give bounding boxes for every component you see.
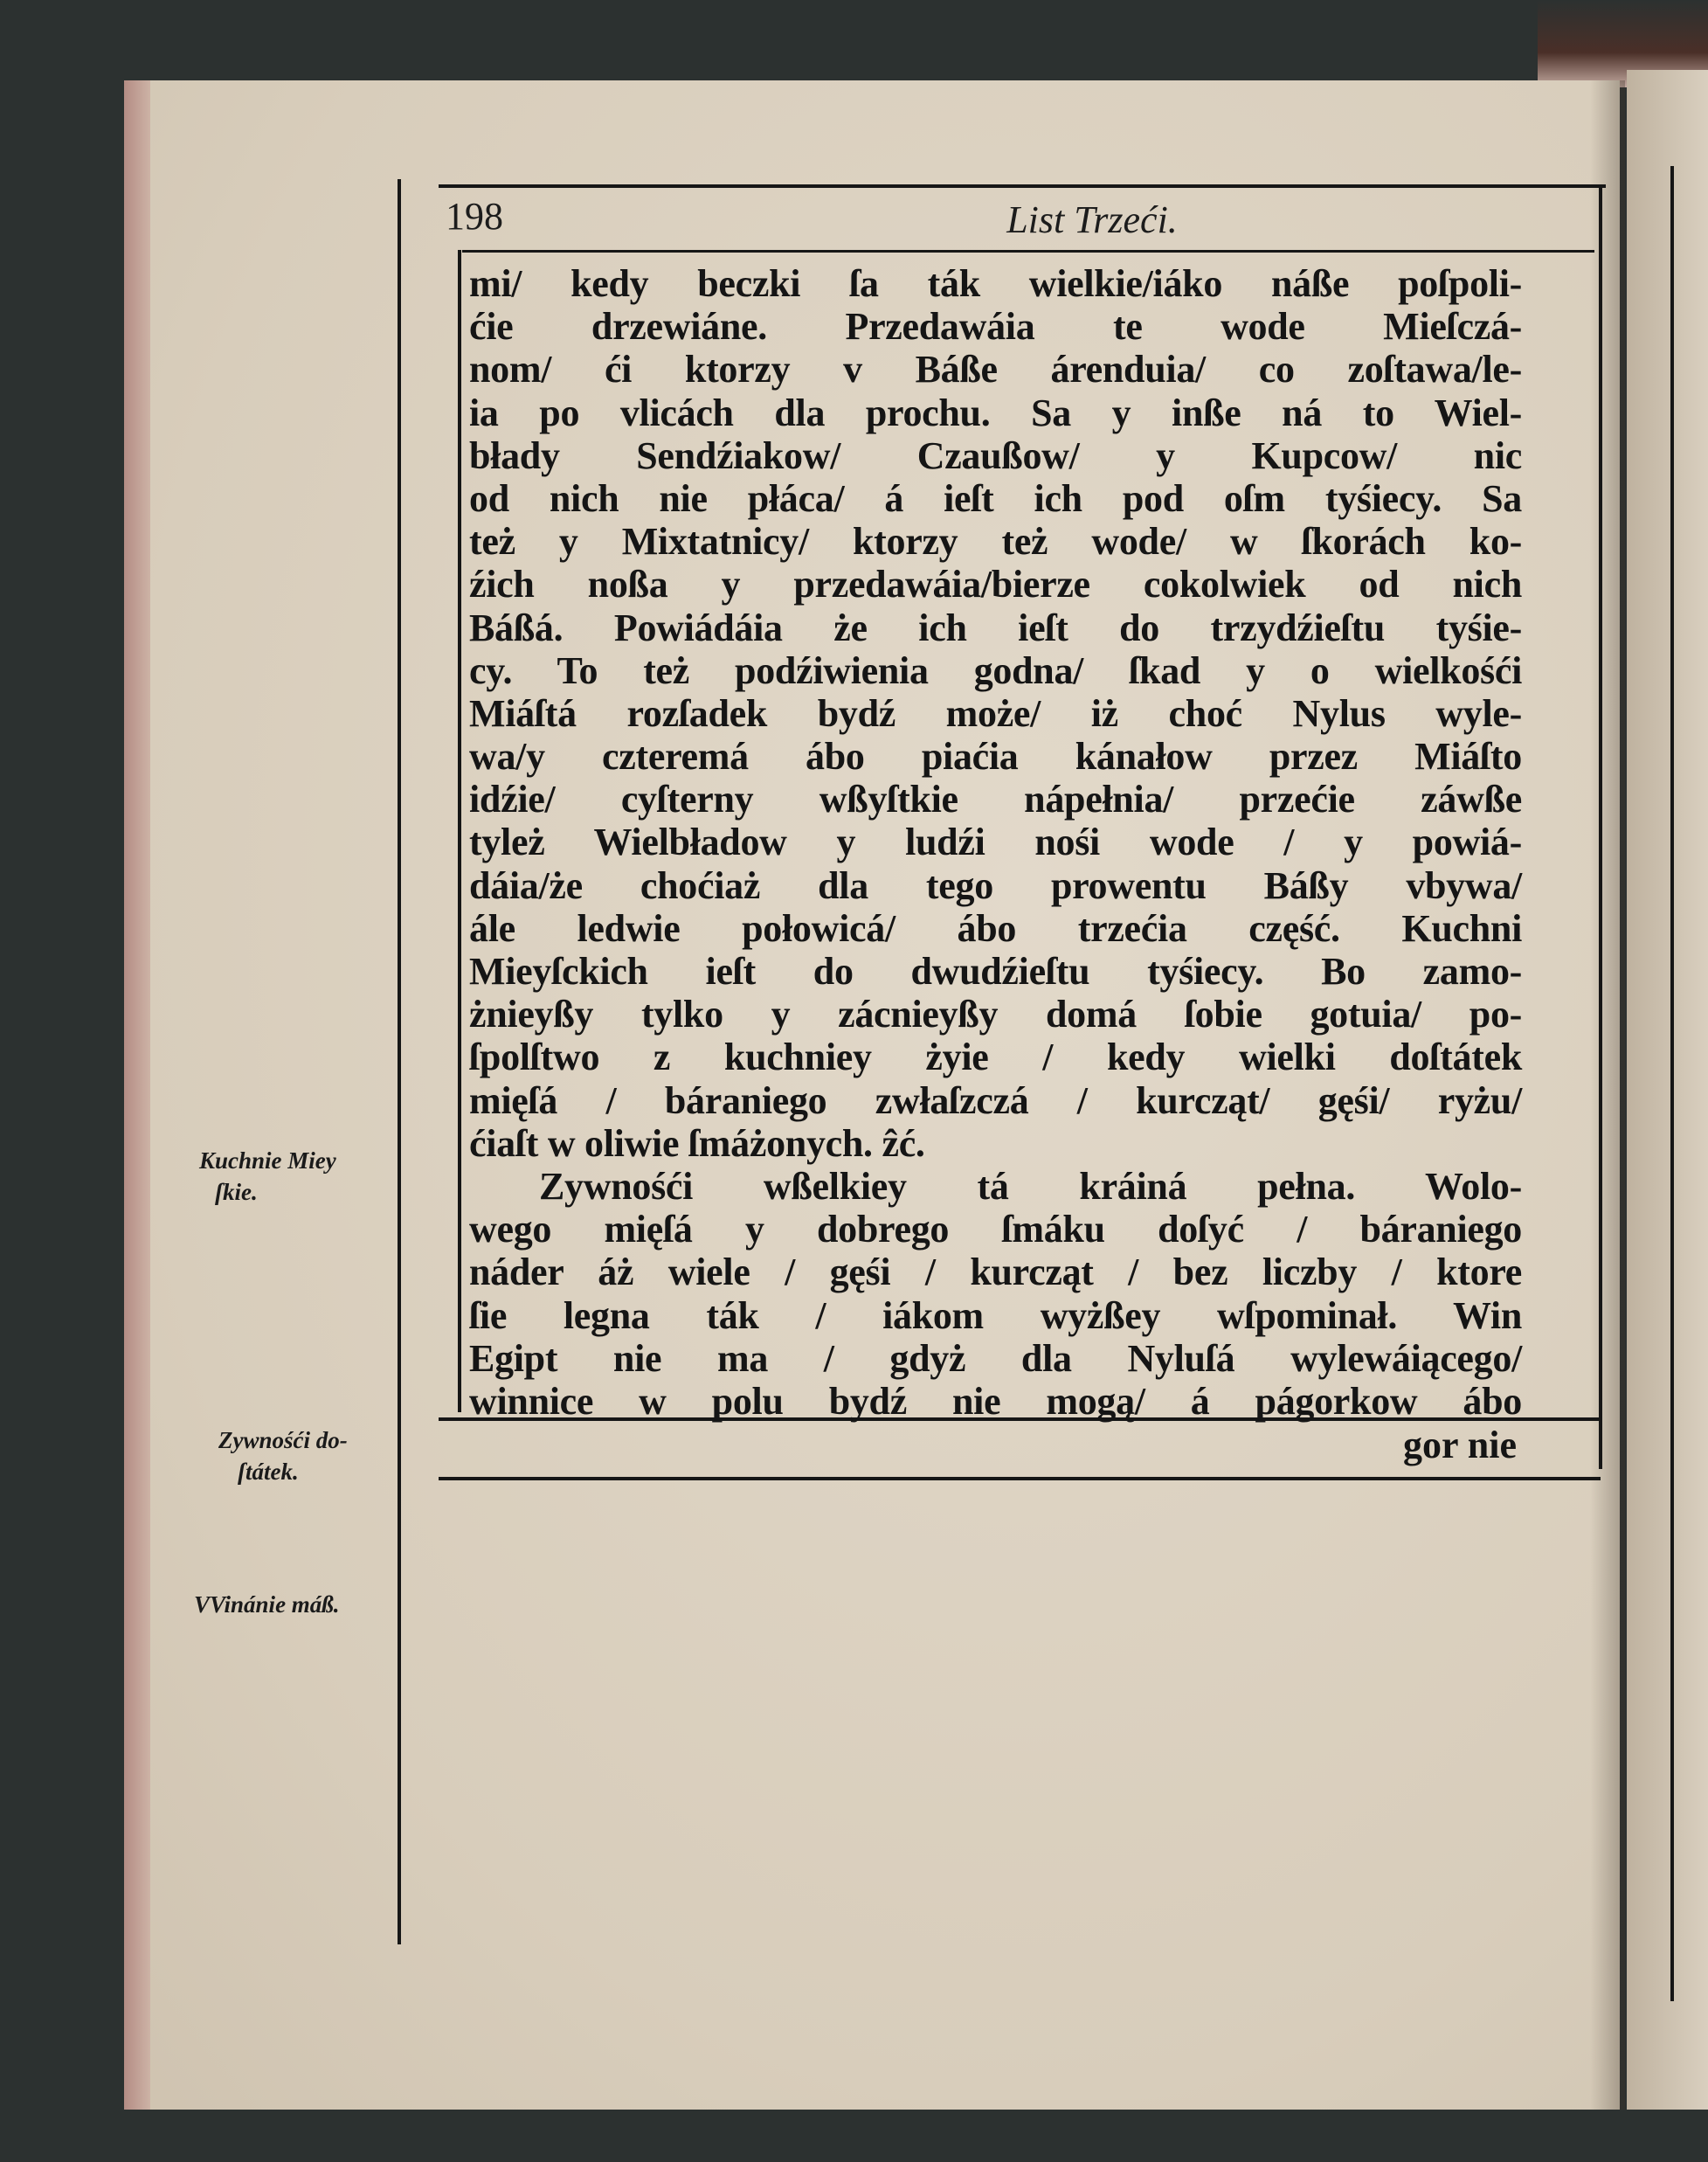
outer-left-rule <box>398 179 401 1944</box>
text-line: tyleż Wielbładow y ludźi nośi wode / y powiá- <box>469 821 1522 864</box>
running-title: List Trzeći. <box>1006 198 1178 241</box>
text-line: wa/y czteremá ábo piaćia kánałow przez Miáſto <box>469 735 1522 779</box>
margin-note-line: VVinánie máß. <box>194 1591 340 1618</box>
text-box-right-rule <box>1599 184 1602 1469</box>
text-line: ále ledwie połowicá/ ábo trzećia część. Kuchni <box>469 906 1522 950</box>
text-line: żnieyßy tylko y zácnieyßy domá ſobie gotuia/ po- <box>469 993 1522 1036</box>
footer-rule <box>439 1477 1601 1480</box>
margin-note-wina <box>194 1589 340 1620</box>
margin-note-line: Kuchnie Miey <box>199 1147 336 1174</box>
text-line: mi/ kedy beczki ſa ták wielkie/iáko náße poſpoli- <box>469 262 1522 305</box>
text-line: ćiaſt w oliwie ſmáżonych. ẑć. <box>469 1121 925 1165</box>
text-line: Miáſtá rozſadek bydź może/ iż choć Nylus wyle- <box>469 691 1522 735</box>
catchword: gor nie <box>1403 1424 1517 1466</box>
text-line: też y Mixtatnicy/ ktorzy też wode/ w ſkorách ko- <box>469 520 1522 564</box>
text-line: błady Sendźiakow/ Czaußow/ y Kupcow/ nic <box>469 433 1522 477</box>
text-line: cy. To też podźiwienia godna/ ſkad y o wielkośći <box>469 648 1522 692</box>
text-line: ſie legna ták / iákom wyżßey wſpominał. Win <box>469 1293 1522 1337</box>
body-text <box>469 262 1522 1423</box>
text-box-left-rule <box>458 250 461 1412</box>
text-line: mięſá / báraniego zwłaſzczá / kurcząt/ gęśi/ ryżu/ <box>469 1078 1522 1122</box>
text-line: źich noßa y przedawáia/bierze cokolwiek od nich <box>469 563 1522 606</box>
text-line: ſpolſtwo z kuchniey żyie / kedy wielki doſtátek <box>469 1036 1522 1079</box>
text-line: idźie/ cyſterny wßyſtkie nápełnia/ przećie záwße <box>469 778 1522 821</box>
text-line: nom/ ći ktorzy v Báße árenduia/ co zoſtawa/le- <box>469 348 1522 392</box>
text-line: Zywnośći wßelkiey tá kráiná pełna. Wolo- <box>539 1164 1522 1208</box>
text-line: Egipt nie ma / gdyż dla Nyluſá wylewáiącego/ <box>469 1336 1522 1380</box>
margin-note-line: ſtátek. <box>238 1459 299 1485</box>
facing-page-rule <box>1670 166 1674 2001</box>
page-gutter <box>1590 80 1625 2110</box>
text-line: winnice w polu bydź nie mogą/ á págorkow ábo <box>469 1379 1522 1423</box>
page-number: 198 <box>446 195 503 238</box>
text-line: ia po vlicách dla prochu. Sa y inße ná to Wiel- <box>469 391 1522 434</box>
text-line: Mieyſckich ieſt do dwudźieſtu tyśiecy. Bo zamo- <box>469 950 1522 993</box>
page-edge <box>124 80 150 2110</box>
margin-note-line: Zywnośći do- <box>218 1427 348 1453</box>
facing-page <box>1627 70 1708 2110</box>
header-top-rule <box>439 184 1606 188</box>
text-line: dáia/że choćiaż dla tego prowentu Báßy vbywa/ <box>469 863 1522 907</box>
margin-note-line: ſkie. <box>215 1179 258 1205</box>
text-line: od nich nie płáca/ á ieſt ich pod oſm tyśiecy. Sa <box>469 476 1522 520</box>
margin-note-kuchnie <box>199 1145 336 1208</box>
text-line: Báßá. Powiádáia że ich ieſt do trzydźieſtu tyśie- <box>469 606 1522 649</box>
header-bottom-rule <box>462 250 1594 253</box>
text-line: ćie drzewiáne. Przedawáia te wode Mieſczá- <box>469 305 1522 349</box>
margin-note-zywnosci <box>218 1424 348 1487</box>
text-line: náder áż wiele / gęśi / kurcząt / bez liczby / ktore <box>469 1251 1522 1294</box>
text-line: wego mięſá y dobrego ſmáku doſyć / báraniego <box>469 1208 1522 1251</box>
